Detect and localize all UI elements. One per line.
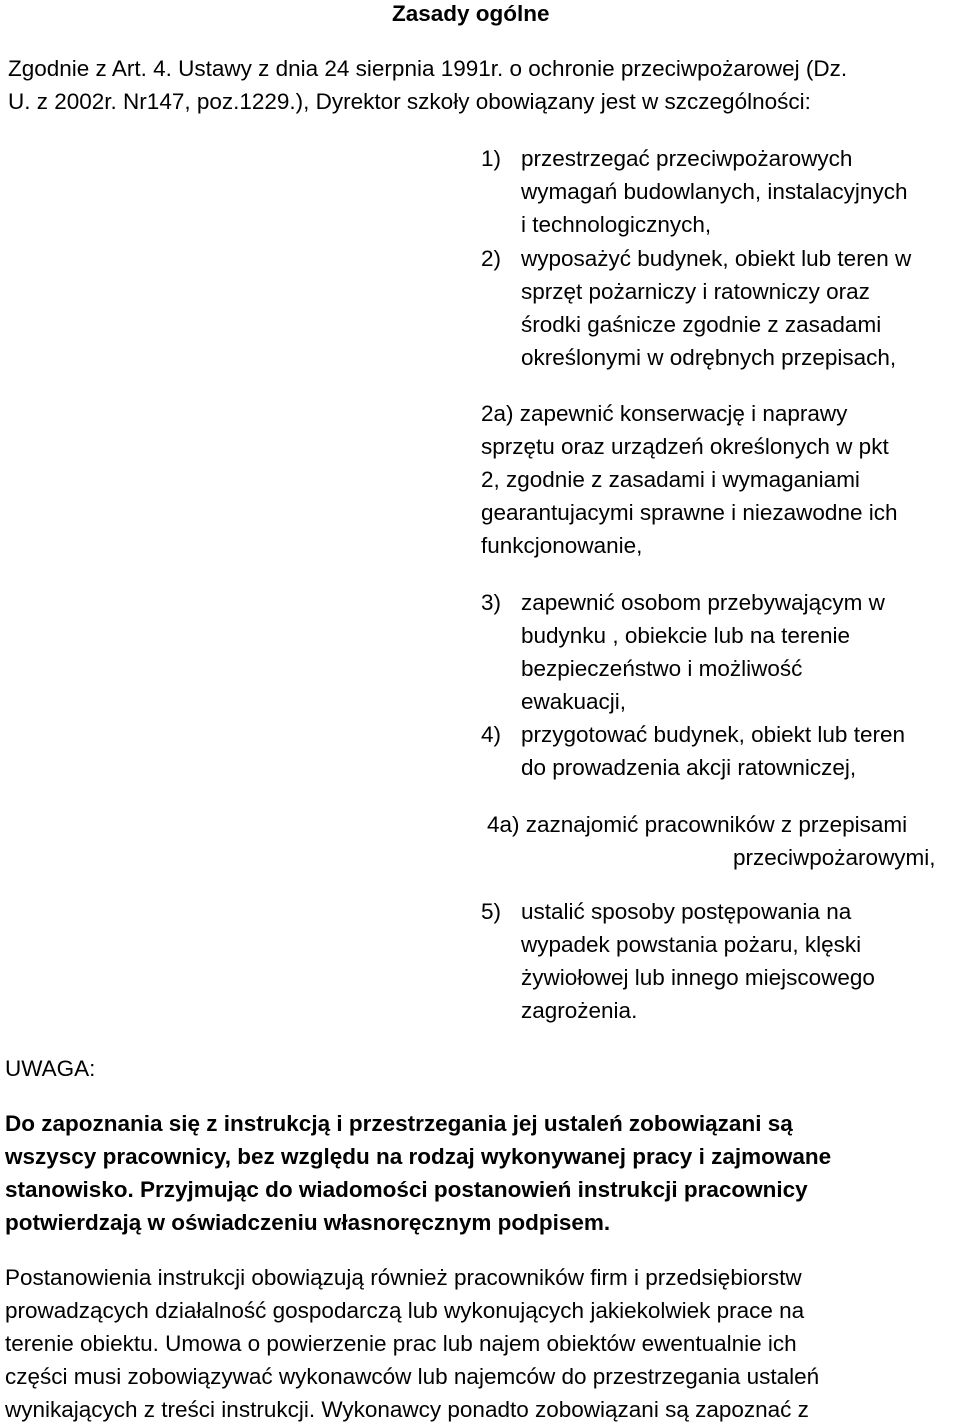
list-item-line: ewakuacji,	[521, 689, 627, 714]
list-item-line: określonymi w odrębnych przepisach,	[521, 345, 897, 370]
list-item-text	[521, 242, 911, 374]
intro-line: Zgodnie z Art. 4. Ustawy z dnia 24 sierpnia 1991r. o ochronie przeciwpożarowej (Dz.	[8, 56, 848, 81]
list-item-line: sprzęt pożarniczy i ratowniczy oraz	[521, 279, 870, 304]
warning-line: Do zapoznania się z instrukcją i przestrzegania jej ustaleń zobowiązani są	[5, 1111, 793, 1136]
list-item-line: budynku , obiekcie lub na terenie	[521, 623, 850, 648]
intro-paragraph	[8, 52, 958, 118]
list-item-number: 5)	[481, 899, 502, 924]
list-item-4a	[487, 808, 936, 874]
list-item-line: przeciwpożarowymi,	[733, 845, 936, 870]
list-item-line: bezpieczeństwo i możliwość	[521, 656, 803, 681]
warning-line: wszyscy pracownicy, bez względu na rodzaj wykonywanej pracy i zajmowane	[5, 1144, 832, 1169]
list-item-line: 2a) zapewnić konserwację i naprawy	[481, 401, 848, 426]
list-item-line: żywiołowej lub innego miejscowego	[521, 965, 875, 990]
list-item-line: ustalić sposoby postępowania na	[521, 899, 852, 924]
list-item-line: i technologicznych,	[521, 212, 712, 237]
list-item-number: 2)	[481, 246, 502, 271]
note-line: części musi zobowiązywać wykonawców lub najemców do przestrzegania ustaleń	[5, 1364, 820, 1389]
intro-line: U. z 2002r. Nr147, poz.1229.), Dyrektor szkoły obowiązany jest w szczególności:	[8, 89, 811, 114]
note-line: wynikających z treści instrukcji. Wykonawcy ponadto zobowiązani są zapoznać z	[5, 1397, 809, 1422]
note-line: Postanowienia instrukcji obowiązują również pracowników firm i przedsiębiorstw	[5, 1265, 802, 1290]
note-line: prowadzących działalność gospodarczą lub wykonujących jakiekolwiek prace na	[5, 1298, 805, 1323]
list-item-text	[521, 142, 907, 241]
warning-line: potwierdzają w oświadczeniu własnoręcznym podpisem.	[5, 1210, 611, 1235]
list-item-line: do prowadzenia akcji ratowniczej,	[521, 755, 857, 780]
list-item-line: przygotować budynek, obiekt lub teren	[521, 722, 905, 747]
warning-line: stanowisko. Przyjmując do wiadomości postanowień instrukcji pracownicy	[5, 1177, 808, 1202]
list-item-line: wymagań budowlanych, instalacyjnych	[521, 179, 908, 204]
list-item-line: wyposażyć budynek, obiekt lub teren w	[521, 246, 912, 271]
note-paragraph	[5, 1261, 960, 1426]
list-item-line: wypadek powstania pożaru, klęski	[521, 932, 862, 957]
list-item-text	[521, 895, 875, 1027]
note-line: terenie obiektu. Umowa o powierzenie prac lub najem obiektów ewentualnie ich	[5, 1331, 797, 1356]
list-item-line: przestrzegać przeciwpożarowych	[521, 146, 853, 171]
warning-label: UWAGA:	[5, 1056, 96, 1081]
list-item-line: funkcjonowanie,	[481, 533, 643, 558]
list-item-number: 1)	[481, 146, 502, 171]
warning-paragraph	[5, 1107, 955, 1239]
list-item-line: 4a) zaznajomić pracowników z przepisami	[487, 812, 908, 837]
page-title: Zasady ogólne	[392, 1, 550, 26]
list-item-number: 4)	[481, 722, 502, 747]
list-item-number: 3)	[481, 590, 502, 615]
list-item-line: sprzętu oraz urządzeń określonych w pkt	[481, 434, 889, 459]
list-item-line: zapewnić osobom przebywającym w	[521, 590, 885, 615]
list-item-text	[521, 718, 905, 784]
list-item-text	[521, 586, 885, 718]
list-item-line: gearantujacymi sprawne i niezawodne ich	[481, 500, 898, 525]
list-item-line: zagrożenia.	[521, 998, 638, 1023]
list-item-2a	[481, 397, 897, 562]
list-item-line: 2, zgodnie z zasadami i wymaganiami	[481, 467, 860, 492]
list-item-line: środki gaśnicze zgodnie z zasadami	[521, 312, 882, 337]
